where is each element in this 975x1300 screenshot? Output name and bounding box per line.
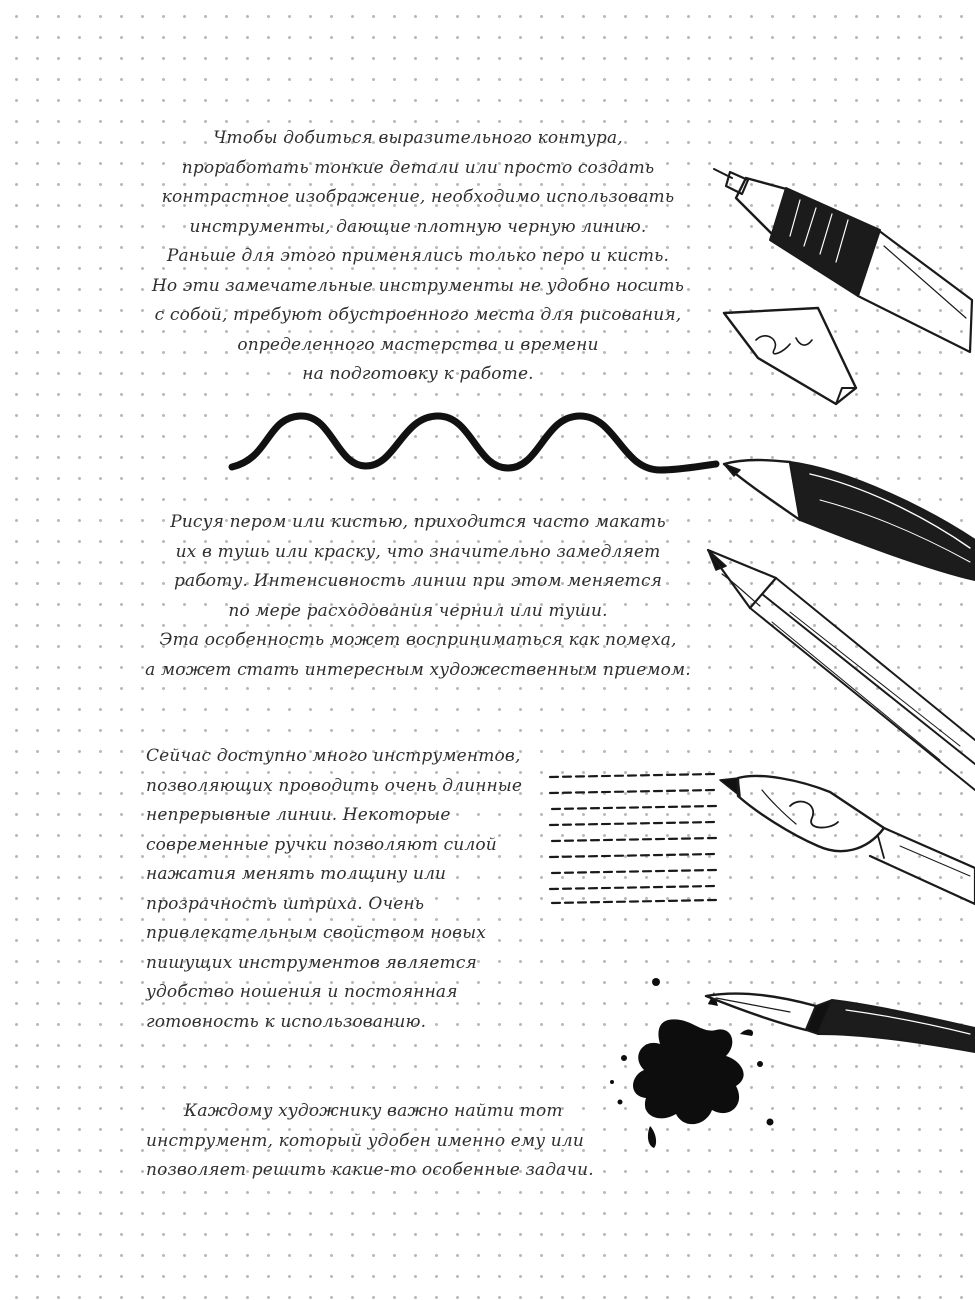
text-line: Эта особенность может восприниматься как помеха, <box>159 630 677 650</box>
text-line: инструменты, дающие плотную черную линию. <box>189 216 647 237</box>
text-line: Каждому художнику важно найти тот <box>184 1101 563 1121</box>
text-line: их в тушь или краску, что значительно замедляет <box>175 541 661 562</box>
text-line: Раньше для этого применялись только перо и кисть. <box>166 246 670 266</box>
text-line: нажатия менять толщину или <box>146 864 447 884</box>
wavy-line-icon <box>232 416 716 470</box>
text-line: на подготовку к работе. <box>302 364 534 384</box>
text-line: определенного мастерства и времени <box>237 334 599 355</box>
pencil-icon <box>708 550 975 790</box>
text-line: пишущих инструментов является <box>146 952 477 973</box>
text-line: современные ручки позволяют силой <box>146 834 497 855</box>
text-line: а может стать интересным художественным приемом. <box>145 659 691 680</box>
text-line: Рисуя пером или кистью, приходится часто макать <box>170 512 666 532</box>
text-line: инструмент, который удобен именно ему или <box>146 1130 584 1151</box>
text-line: Но эти замечательные инструменты не удобно носить <box>151 275 685 296</box>
dip-pen-icon <box>706 994 975 1052</box>
marker-icon <box>724 460 975 580</box>
text-line: привлекательным свойством новых <box>146 923 486 943</box>
text-line: готовность к использованию. <box>146 1011 427 1032</box>
gel-pen-icon <box>720 776 975 904</box>
hatching-icon <box>550 774 716 903</box>
text-line: Сейчас доступно много инструментов, <box>146 746 521 766</box>
text-line: с собой, требуют обустроенного места для рисования, <box>154 305 682 325</box>
text-line: непрерывные линии. Некоторые <box>146 805 451 825</box>
text-line: Чтобы добиться выразительного контура, <box>213 128 623 148</box>
text-line: работу. Интенсивность линии при этом меняется <box>173 571 663 591</box>
text-line: по мере расходования чернил или туши. <box>228 600 608 621</box>
eraser-icon <box>724 308 856 404</box>
text-line: позволяющих проводить очень длинные <box>146 775 523 796</box>
text-line: позволяет решить какие-то особенные задачи. <box>146 1160 594 1180</box>
text-line: проработать тонкие детали или просто создать <box>181 157 655 178</box>
text-line: удобство ношения и постоянная <box>146 982 458 1002</box>
text-line: прозрачность штриха. Очень <box>146 893 425 914</box>
text-line: контрастное изображение, необходимо использовать <box>161 187 675 207</box>
